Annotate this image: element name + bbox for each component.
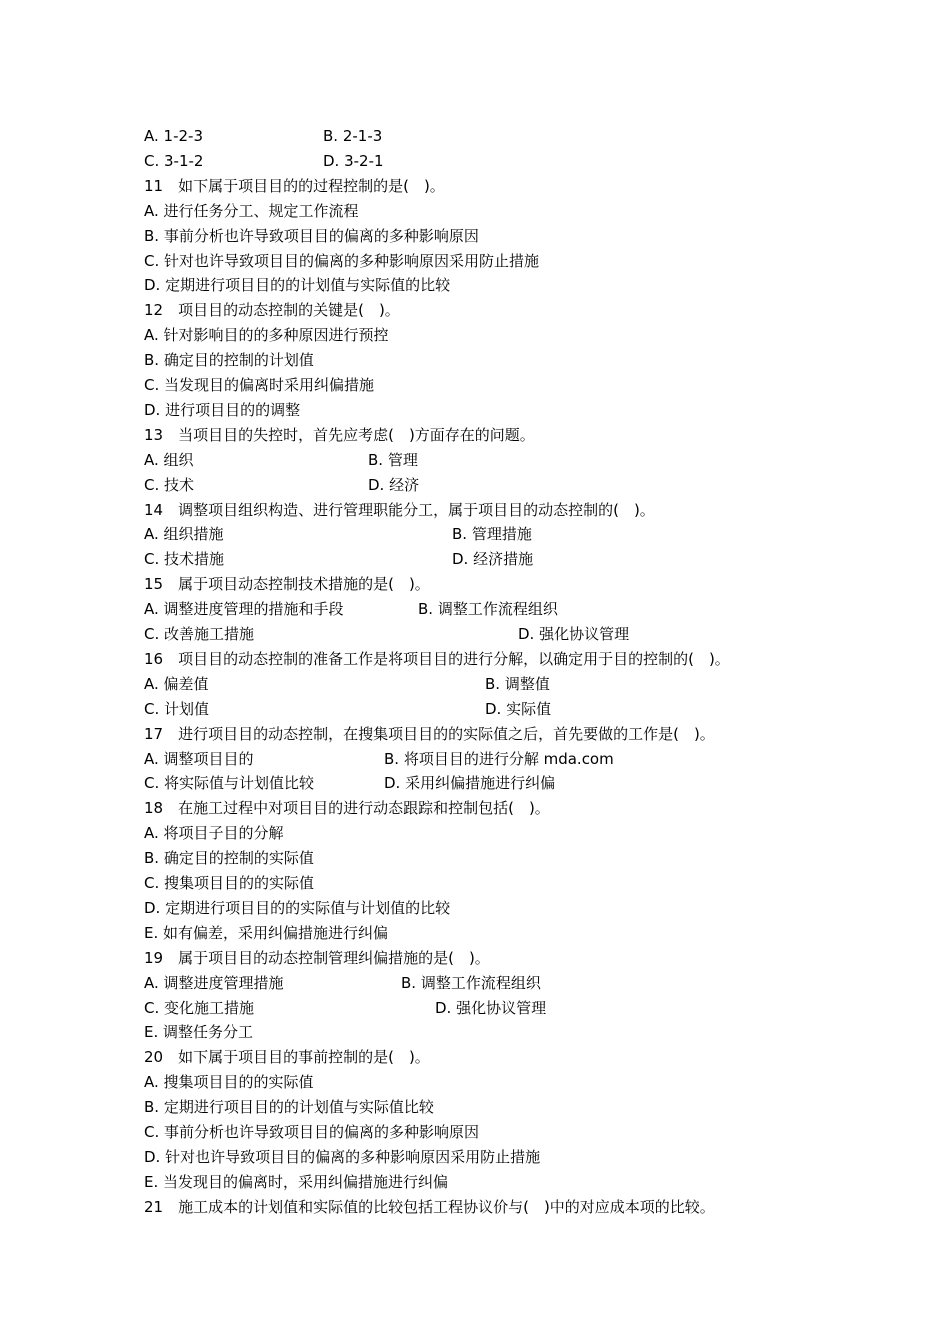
text-line: C. 针对也许导致项目目的偏离的多种影响原因采用防止措施 (144, 251, 540, 270)
text-line: 11 如下属于项目目的的过程控制的是( )。 (144, 176, 445, 195)
option-cell: D. 强化协议管理 (435, 998, 547, 1017)
option-cell: C. 技术措施 (144, 550, 225, 569)
text-line: E. 如有偏差，采用纠偏措施进行纠偏 (144, 923, 389, 942)
option-cell: A. 调整项目目的 (144, 749, 254, 768)
option-cell: D. 经济 (368, 475, 420, 494)
text-line: 20 如下属于项目目的事前控制的是( )。 (144, 1048, 430, 1067)
option-cell: C. 变化施工措施 (144, 998, 255, 1017)
text-line: C. 事前分析也许导致项目目的偏离的多种影响原因 (144, 1123, 480, 1141)
option-cell: B. 调整工作流程组织 (418, 600, 558, 619)
option-cell: D. 强化协议管理 (518, 625, 630, 643)
option-cell: B. 管理措施 (452, 525, 532, 544)
option-cell: A. 调整进度管理的措施和手段 (144, 600, 344, 619)
option-cell: A. 1-2-3 (144, 127, 203, 145)
option-cell: D. 采用纠偏措施进行纠偏 (384, 774, 556, 793)
option-cell: C. 改善施工措施 (144, 625, 255, 643)
text-line: B. 事前分析也许导致项目目的偏离的多种影响原因 (144, 226, 479, 245)
text-line: D. 针对也许导致项目目的偏离的多种影响原因采用防止措施 (144, 1147, 541, 1166)
text-line: 13 当项目目的失控时，首先应考虑( )方面存在的问题。 (144, 425, 535, 444)
option-cell: B. 2-1-3 (323, 127, 383, 145)
option-cell: D. 经济措施 (452, 550, 534, 569)
text-line: 14 调整项目组织构造、进行管理职能分工，属于项目目的动态控制的( )。 (144, 500, 655, 519)
text-line: 18 在施工过程中对项目目的进行动态跟踪和控制包括( )。 (144, 799, 550, 818)
text-line: E. 当发现目的偏离时，采用纠偏措施进行纠偏 (144, 1172, 449, 1191)
option-cell: B. 调整工作流程组织 (401, 973, 541, 992)
option-cell: C. 3-1-2 (144, 151, 204, 170)
option-cell: B. 调整值 (485, 674, 550, 693)
text-line: D. 定期进行项目目的的计划值与实际值的比较 (144, 276, 451, 295)
text-line: C. 搜集项目目的的实际值 (144, 874, 315, 892)
option-cell: A. 组织措施 (144, 525, 224, 544)
option-cell: C. 计划值 (144, 699, 210, 718)
text-line: 12 项目目的动态控制的关键是( )。 (144, 301, 400, 320)
option-cell: B. 将项目目的进行分解 mda.com (384, 749, 614, 768)
text-line: 16 项目目的动态控制的准备工作是将项目目的进行分解，以确定用于目的控制的( )。 (144, 649, 730, 668)
text-line: 15 属于项目动态控制技术措施的是( )。 (144, 575, 430, 594)
option-cell: D. 实际值 (485, 699, 552, 718)
text-line: D. 进行项目目的的调整 (144, 400, 301, 419)
text-line: B. 确定目的控制的实际值 (144, 849, 314, 868)
text-line: A. 搜集项目目的的实际值 (144, 1073, 314, 1092)
text-line: E. 调整任务分工 (144, 1023, 254, 1042)
option-cell: C. 技术 (144, 475, 195, 494)
text-line: A. 针对影响目的的多种原因进行预控 (144, 326, 389, 345)
text-line: 17 进行项目目的动态控制，在搜集项目目的的实际值之后，首先要做的工作是( )。 (144, 724, 715, 743)
text-line: B. 确定目的控制的计划值 (144, 351, 314, 370)
text-line: A. 进行任务分工、规定工作流程 (144, 201, 359, 220)
text-line: 19 属于项目目的动态控制管理纠偏措施的是( )。 (144, 948, 490, 967)
option-cell: D. 3-2-1 (323, 151, 384, 170)
text-line: A. 将项目子目的分解 (144, 824, 284, 843)
text-line: 21 施工成本的计划值和实际值的比较包括工程协议价与( )中的对应成本项的比较。 (144, 1197, 715, 1216)
option-cell: C. 将实际值与计划值比较 (144, 774, 315, 793)
option-cell: B. 管理 (368, 450, 418, 469)
option-cell: A. 组织 (144, 450, 194, 469)
option-cell: A. 调整进度管理措施 (144, 973, 284, 992)
text-line: B. 定期进行项目目的的计划值与实际值比较 (144, 1098, 434, 1117)
text-line: C. 当发现目的偏离时采用纠偏措施 (144, 376, 375, 394)
text-line: D. 定期进行项目目的的实际值与计划值的比较 (144, 898, 451, 917)
option-cell: A. 偏差值 (144, 674, 209, 693)
